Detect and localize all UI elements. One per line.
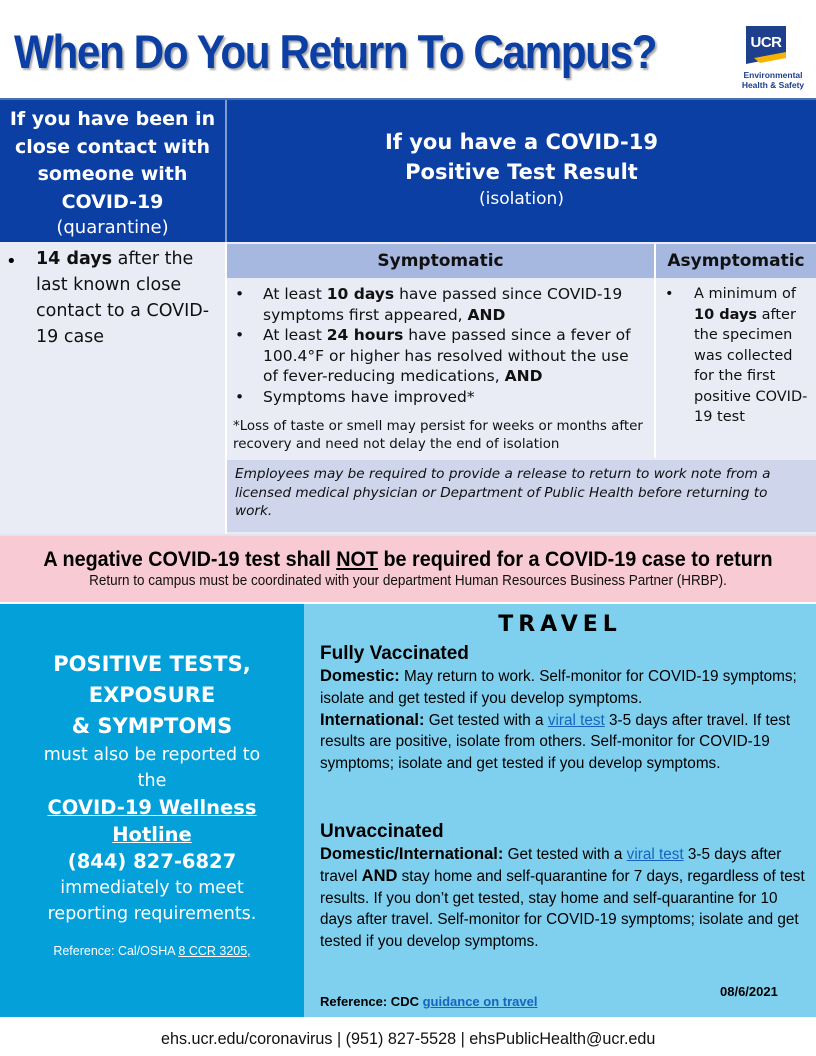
quarantine-body-cell — [0, 242, 225, 534]
item-text: Symptoms have improved* — [263, 387, 475, 406]
unvaccinated-text: 3-5 days after travel — [320, 846, 782, 885]
page-header — [0, 0, 816, 98]
reference-label: Reference: Cal/OSHA — [53, 944, 179, 958]
item-bold: 10 days — [326, 285, 395, 303]
item-bold: AND — [504, 367, 543, 385]
wellness-hotline-link[interactable] — [0, 821, 304, 848]
item-text: after the specimen was collected for the first positive COVID-19 test — [694, 306, 808, 425]
quarantine-header-line: close contact with — [14, 135, 211, 158]
reference-link[interactable]: 8 CCR 3205, — [178, 944, 251, 958]
domestic-paragraph — [320, 666, 808, 710]
quarantine-header-line: COVID-19 — [61, 190, 164, 213]
footer-separator: | — [455, 1029, 470, 1048]
viral-test-link[interactable]: viral test — [626, 846, 684, 863]
symptomatic-header: Symptomatic — [227, 244, 654, 278]
quarantine-days: 14 days — [36, 249, 113, 269]
international-paragraph — [320, 710, 808, 775]
reference-label: Reference: CDC — [320, 994, 423, 1009]
bullet-icon: • — [6, 251, 17, 272]
asymptomatic-body — [656, 280, 816, 458]
travel-reference — [320, 994, 537, 1009]
travel-title: TRAVEL — [498, 612, 622, 637]
reporting-text-line: reporting requirements. — [47, 904, 257, 924]
footer-website[interactable]: ehs.ucr.edu/coronavirus — [160, 1029, 333, 1048]
list-item — [656, 284, 816, 428]
reporting-text-line: immediately to meet — [60, 878, 244, 898]
reporting-heading-line: POSITIVE TESTS, — [53, 652, 251, 676]
footer-phone: (951) 827-5528 — [345, 1029, 456, 1048]
isolation-header-line: Positive Test Result — [405, 160, 638, 184]
viral-test-link[interactable]: viral test — [547, 711, 605, 729]
international-label: International: — [320, 710, 425, 729]
table-header-row — [0, 98, 816, 242]
domestic-text: May return to work. Self-monitor for COVID-19 symptoms; isolate and get tested if you develop symptoms. — [320, 668, 797, 707]
banner-emphasis: NOT — [336, 547, 378, 571]
hotline-line[interactable]: Hotline — [112, 823, 192, 846]
international-text: Get tested with a — [424, 711, 548, 729]
quarantine-rule-text: after the last known close contact to a COVID-19 case — [36, 249, 210, 347]
hotline-line[interactable]: COVID-19 Wellness — [47, 796, 257, 819]
reporting-text-line: the — [137, 771, 167, 791]
symptomatic-footnote: *Loss of taste or smell may persist for weeks or months after recovery and need not delay the end of isolation — [233, 419, 643, 452]
reporting-heading-line: & SYMPTOMS — [71, 714, 233, 738]
list-item — [227, 387, 654, 408]
banner-text: A negative COVID-19 test shall — [43, 547, 337, 571]
negative-test-banner — [0, 534, 816, 602]
quarantine-header-line: someone with — [37, 163, 188, 185]
hotline-phone: (844) 827-6827 — [67, 850, 237, 873]
quarantine-header-line: If you have been in — [9, 108, 216, 130]
symptomatic-list — [227, 284, 654, 407]
banner-headline — [33, 546, 784, 572]
reporting-heading-line: EXPOSURE — [88, 683, 216, 707]
revision-date: 08/6/2021 — [720, 984, 778, 999]
quarantine-rule — [36, 246, 218, 350]
item-bold: 10 days — [694, 306, 758, 323]
banner-text: be required for a COVID-19 case to return — [377, 547, 773, 571]
item-text: have passed since a fever of 100.4°F or higher has resolved without the use of fever-reducing medications, — [263, 326, 631, 385]
unvaccinated-text: Get tested with a — [503, 846, 627, 863]
logo-caption-line: Health & Safety — [741, 80, 805, 90]
isolation-note: (isolation) — [479, 189, 564, 209]
asymptomatic-list — [656, 284, 816, 428]
item-text: At least — [263, 326, 327, 344]
international-text: 3-5 days after travel. If test results are positive, isolate from others. Self-monitor for COVID-19 symptoms; isolate and get tested if you develop symptoms. — [320, 711, 791, 773]
unvaccinated-heading: Unvaccinated — [320, 821, 444, 842]
item-text: A minimum of — [694, 286, 796, 302]
ucr-ehs-logo — [736, 26, 808, 94]
isolation-header-cell — [227, 100, 816, 242]
logo-text: UCR — [750, 34, 782, 51]
reporting-panel — [0, 604, 304, 1017]
contact-footer — [0, 1017, 816, 1056]
domestic-label: Domestic: — [320, 667, 400, 685]
wellness-hotline-link[interactable] — [0, 794, 304, 821]
isolation-header-line: If you have a COVID-19 — [384, 130, 658, 154]
domestic-international-label: Domestic/International: — [320, 845, 504, 863]
quarantine-note: (quarantine) — [56, 217, 169, 238]
vaccinated-section — [320, 642, 808, 775]
employee-note: Employees may be required to provide a release to return to work note from a licensed medical physician or Department of Public Health before returning to work. — [227, 460, 816, 532]
footer-email[interactable]: ehsPublicHealth@ucr.edu — [469, 1029, 656, 1048]
item-text: At least — [263, 285, 327, 303]
list-item — [227, 325, 654, 387]
list-item — [227, 284, 654, 325]
reporting-reference — [0, 943, 304, 959]
item-bold: 24 hours — [326, 326, 404, 344]
unvaccinated-bold: AND — [361, 866, 398, 885]
item-text: have passed since COVID-19 symptoms first appeared, — [263, 285, 623, 324]
logo-caption — [736, 70, 810, 90]
banner-subtext: Return to campus must be coordinated with your department Human Resources Business Partner (HRBP). — [89, 573, 727, 589]
logo-caption-line: Environmental — [743, 70, 803, 80]
symptomatic-body — [227, 280, 654, 458]
footer-separator: | — [332, 1029, 346, 1048]
item-bold: AND — [467, 305, 506, 324]
travel-panel — [304, 604, 816, 1017]
unvaccinated-text: stay home and self-quarantine for 7 days, regardless of test results. If you don’t get tested, stay home and self-quarantine for 10 days after travel. Self-monitor for COVID-19 symptoms; isolate and get tested if you develop symptoms. — [320, 867, 805, 951]
vaccinated-heading: Fully Vaccinated — [320, 643, 469, 664]
cdc-guidance-link[interactable]: guidance on travel — [422, 994, 538, 1009]
page-title: When Do You Return To Campus? — [14, 25, 657, 78]
reporting-text-line: must also be reported to — [43, 745, 261, 765]
unvaccinated-paragraph — [320, 844, 808, 953]
table-body-row — [0, 242, 816, 534]
unvaccinated-section — [320, 820, 808, 953]
quarantine-header-cell — [0, 100, 225, 242]
asymptomatic-header: Asymptomatic — [656, 244, 816, 278]
